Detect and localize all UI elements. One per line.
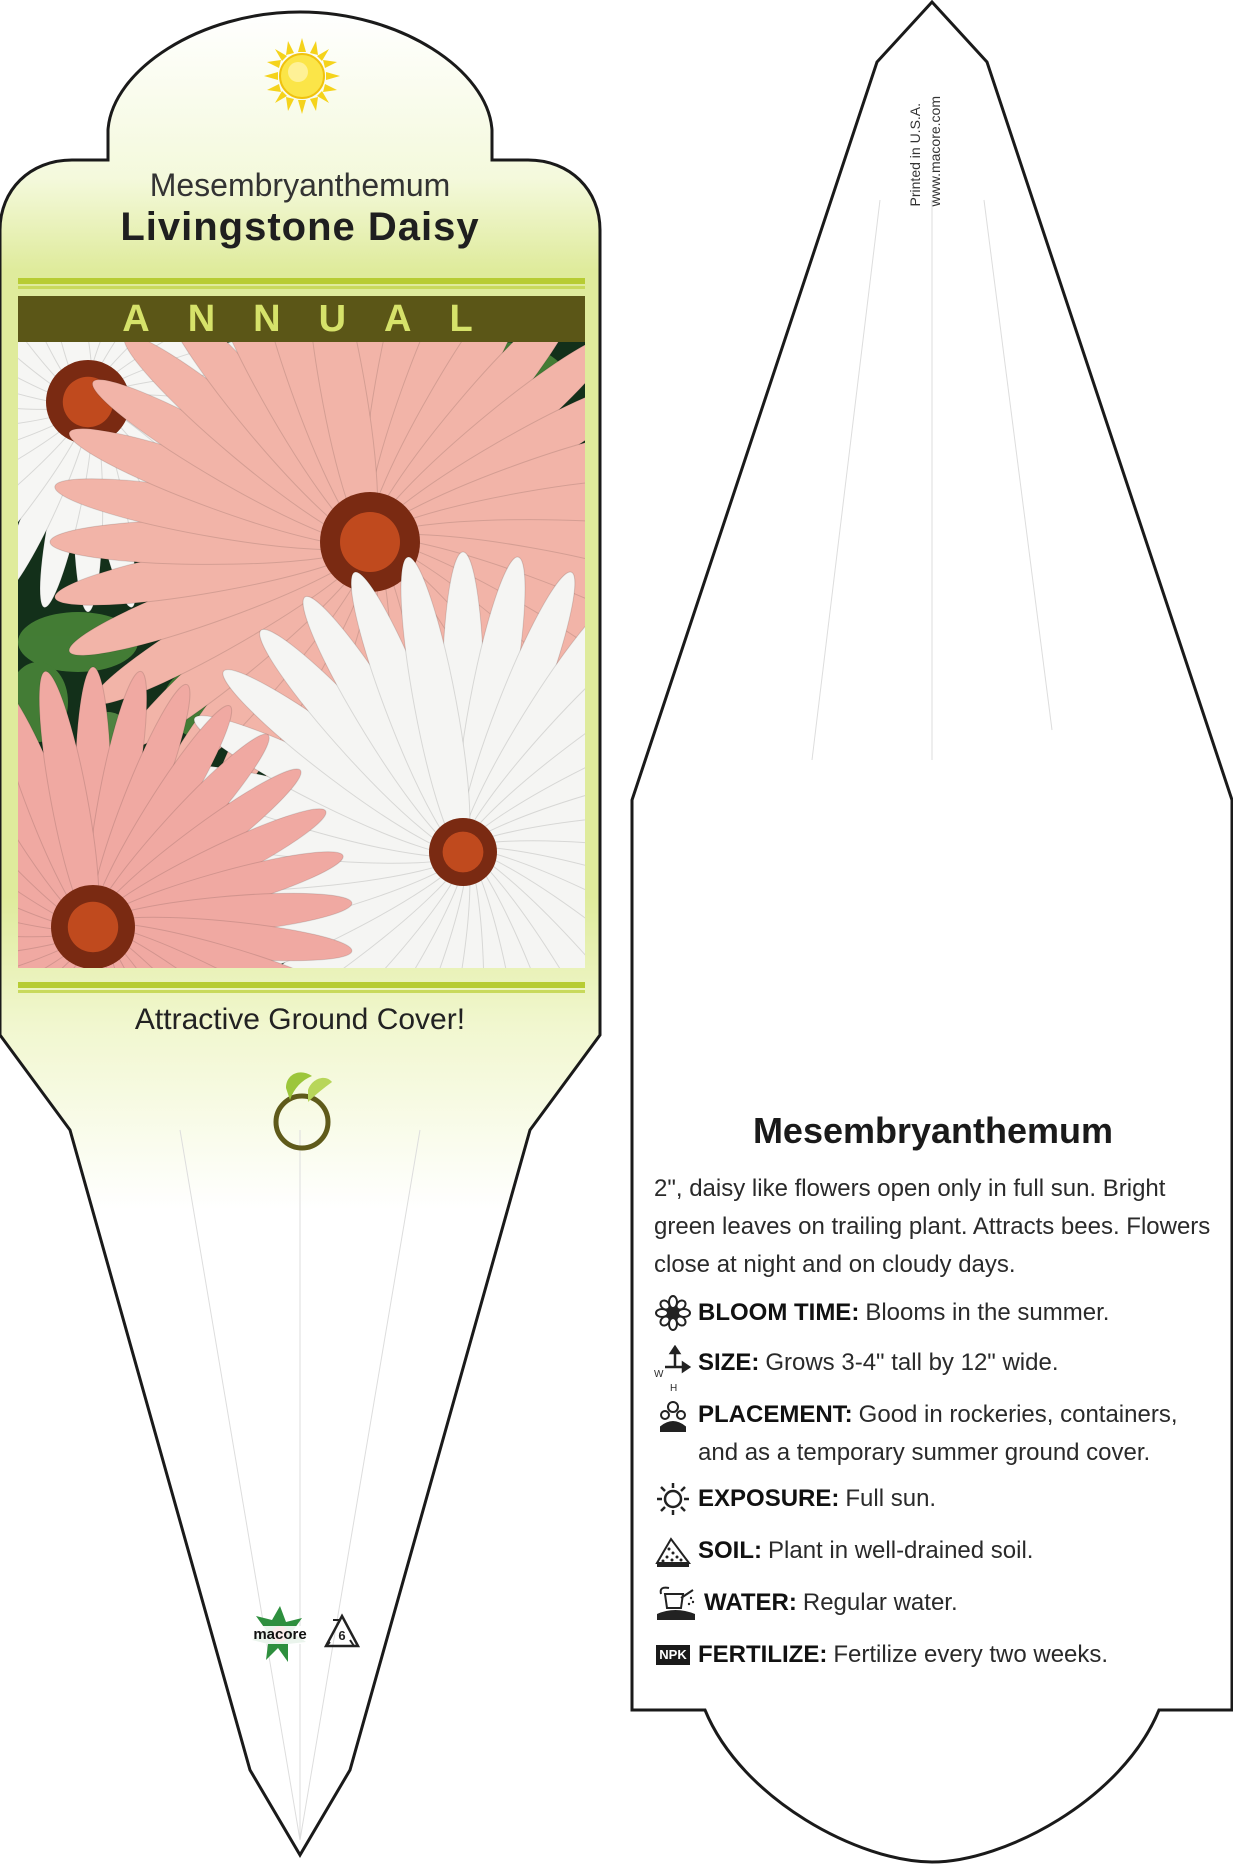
npk-label: NPK — [656, 1645, 689, 1665]
printed-in: Printed in U.S.A. — [907, 102, 923, 207]
attr-fertilize — [654, 1636, 1214, 1674]
size-icon-w: W — [654, 1369, 664, 1380]
attr-value: Full sun. — [845, 1485, 937, 1512]
flower-photo — [18, 342, 585, 968]
placement-icon — [654, 1396, 692, 1434]
attr-label: WATER: — [704, 1589, 797, 1616]
full-sun-icon — [262, 36, 342, 116]
website: www.macore.com — [927, 96, 943, 207]
attr-exposure — [654, 1480, 1214, 1518]
attr-value: Regular water. — [802, 1589, 958, 1616]
leaf-logo-icon — [272, 1066, 334, 1152]
front-common-title: Livingstone Daisy — [120, 205, 480, 249]
attr-label: FERTILIZE: — [698, 1641, 828, 1668]
size-icon-h: H — [670, 1383, 678, 1394]
size-icon — [654, 1344, 692, 1394]
attr-label: BLOOM TIME: — [698, 1299, 860, 1326]
attr-value: Fertilize every two weeks. — [833, 1641, 1109, 1668]
print-note — [905, 96, 945, 206]
plant-description: 2", daisy like flowers open only in full sun. Bright green leaves on trailing plant. Attracts bees. Flowers close at night and on cloudy days. — [654, 1175, 1211, 1278]
attr-size — [654, 1344, 1214, 1394]
front-genus-title: Mesembryanthemum — [149, 167, 451, 203]
sun-outline-icon — [654, 1480, 692, 1518]
attr-soil — [654, 1532, 1214, 1570]
attr-placement — [654, 1396, 1214, 1472]
attr-value: Grows 3-4" tall by 12" wide. — [765, 1349, 1059, 1376]
attr-value: Good in rockeries, containers, and as a temporary summer ground cover. — [698, 1401, 1178, 1466]
attr-label: PLACEMENT: — [698, 1401, 853, 1428]
recycle-code: 6 — [338, 1628, 346, 1643]
back-title: Mesembryanthemum — [752, 1110, 1114, 1151]
attr-label: SIZE: — [698, 1349, 760, 1376]
brand-name: macore — [253, 1626, 307, 1643]
watering-can-icon — [654, 1584, 698, 1622]
attr-bloom-time — [654, 1294, 1214, 1332]
soil-icon — [654, 1532, 692, 1570]
attr-label: EXPOSURE: — [698, 1485, 840, 1512]
front-tagline: Attractive Ground Cover! — [134, 1003, 466, 1036]
attr-label: SOIL: — [698, 1537, 762, 1564]
flower-icon — [654, 1294, 692, 1332]
attr-value: Blooms in the summer. — [865, 1299, 1110, 1326]
attr-value: Plant in well-drained soil. — [768, 1537, 1034, 1564]
npk-icon — [654, 1636, 692, 1674]
category-label: ANNUAL — [122, 298, 511, 340]
attr-water — [654, 1584, 1214, 1622]
